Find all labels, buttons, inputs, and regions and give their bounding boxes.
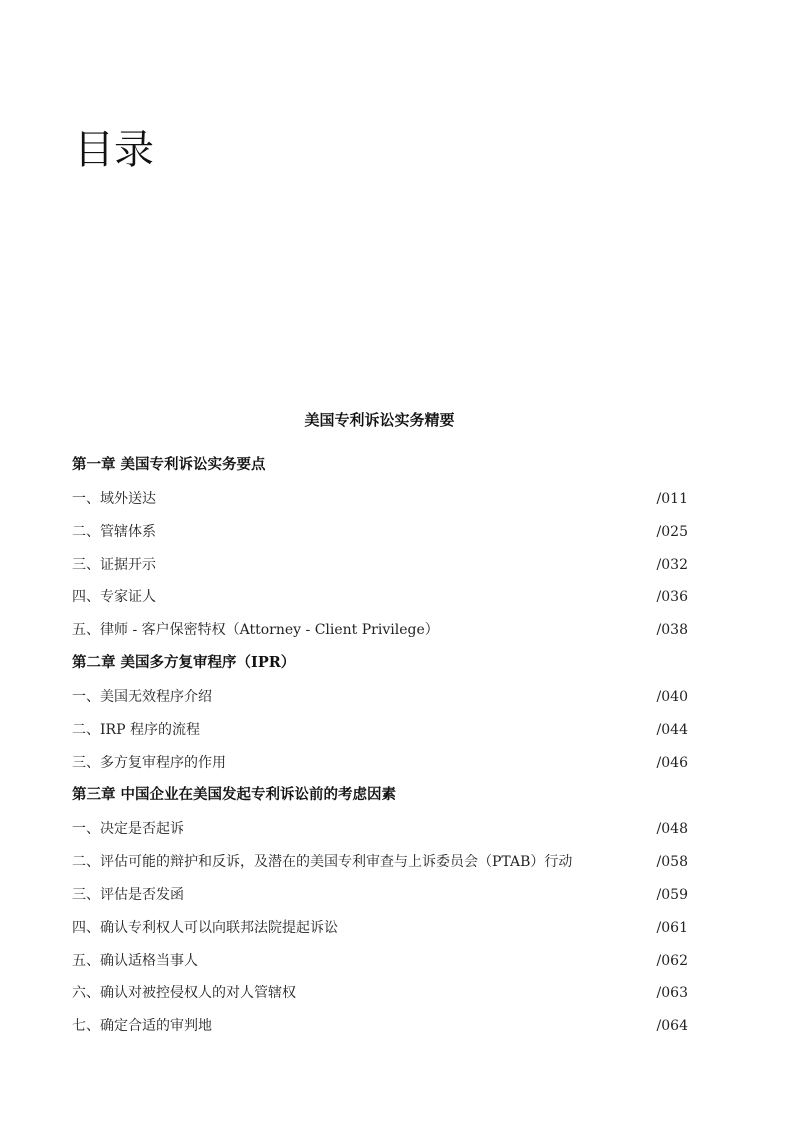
chapter-section [72, 452, 688, 650]
toc-entry[interactable] [72, 519, 688, 552]
toc-entry[interactable] [72, 486, 688, 519]
toc-entry[interactable] [72, 1013, 688, 1046]
toc-entry[interactable] [72, 816, 688, 849]
page-title: 目录 [74, 127, 154, 173]
entry-page-number: /038 [656, 622, 688, 639]
entry-page-number: /061 [656, 919, 688, 936]
toc-entry[interactable] [72, 617, 688, 650]
chapter-section [72, 782, 688, 1046]
toc-entry[interactable] [72, 849, 688, 882]
toc-entry[interactable] [72, 980, 688, 1013]
entry-page-number: /064 [656, 1018, 688, 1035]
chapter-title[interactable]: 第二章 美国多方复审程序（IPR） [72, 653, 296, 671]
entry-label: 二、管辖体系 [72, 523, 156, 540]
chapter-title[interactable]: 第三章 中国企业在美国发起专利诉讼前的考虑因素 [72, 786, 397, 804]
toc-entry[interactable] [72, 552, 688, 585]
entry-label: 二、评估可能的辩护和反诉，及潜在的美国专利审查与上诉委员会（PTAB）行动 [72, 854, 573, 871]
toc-entry[interactable] [72, 948, 688, 981]
toc-entry[interactable] [72, 684, 688, 717]
entry-label: 三、证据开示 [72, 556, 156, 573]
entry-label: 六、确认对被控侵权人的对人管辖权 [72, 985, 296, 1002]
entry-label: 一、域外送达 [72, 491, 156, 507]
entry-label: 五、律师 - 客户保密特权（Attorney - Client Privilege） [72, 622, 439, 639]
entry-page-number: /011 [656, 491, 688, 507]
book-title: 美国专利诉讼实务精要 [304, 411, 455, 429]
toc-entry[interactable] [72, 882, 688, 915]
toc-entry[interactable] [72, 584, 688, 617]
entry-page-number: /040 [656, 688, 688, 705]
entry-label: 一、美国无效程序介绍 [72, 688, 212, 705]
entry-label: 三、评估是否发函 [72, 886, 184, 903]
entry-label: 五、确认适格当事人 [72, 952, 198, 969]
entry-label: 二、IRP 程序的流程 [72, 721, 200, 738]
toc-entry[interactable] [72, 915, 688, 948]
entry-page-number: /048 [656, 821, 688, 838]
table-of-contents [72, 452, 688, 1046]
entry-page-number: /046 [656, 754, 688, 771]
entry-page-number: /044 [656, 721, 688, 738]
entry-label: 一、决定是否起诉 [72, 821, 184, 838]
entry-page-number: /025 [656, 523, 688, 540]
toc-entry[interactable] [72, 717, 688, 750]
toc-entry[interactable] [72, 750, 688, 783]
entry-page-number: /059 [656, 886, 688, 903]
entry-label: 四、专家证人 [72, 589, 156, 606]
entry-label: 三、多方复审程序的作用 [72, 754, 226, 771]
entry-label: 四、确认专利权人可以向联邦法院提起诉讼 [72, 919, 338, 936]
entry-page-number: /062 [656, 952, 688, 969]
entry-label: 七、确定合适的审判地 [72, 1018, 212, 1035]
entry-page-number: /058 [656, 854, 688, 871]
entry-page-number: /063 [656, 985, 688, 1002]
entry-page-number: /036 [656, 589, 688, 606]
entry-page-number: /032 [656, 556, 688, 573]
chapter-title[interactable]: 第一章 美国专利诉讼实务要点 [72, 456, 266, 473]
chapter-section [72, 650, 688, 782]
